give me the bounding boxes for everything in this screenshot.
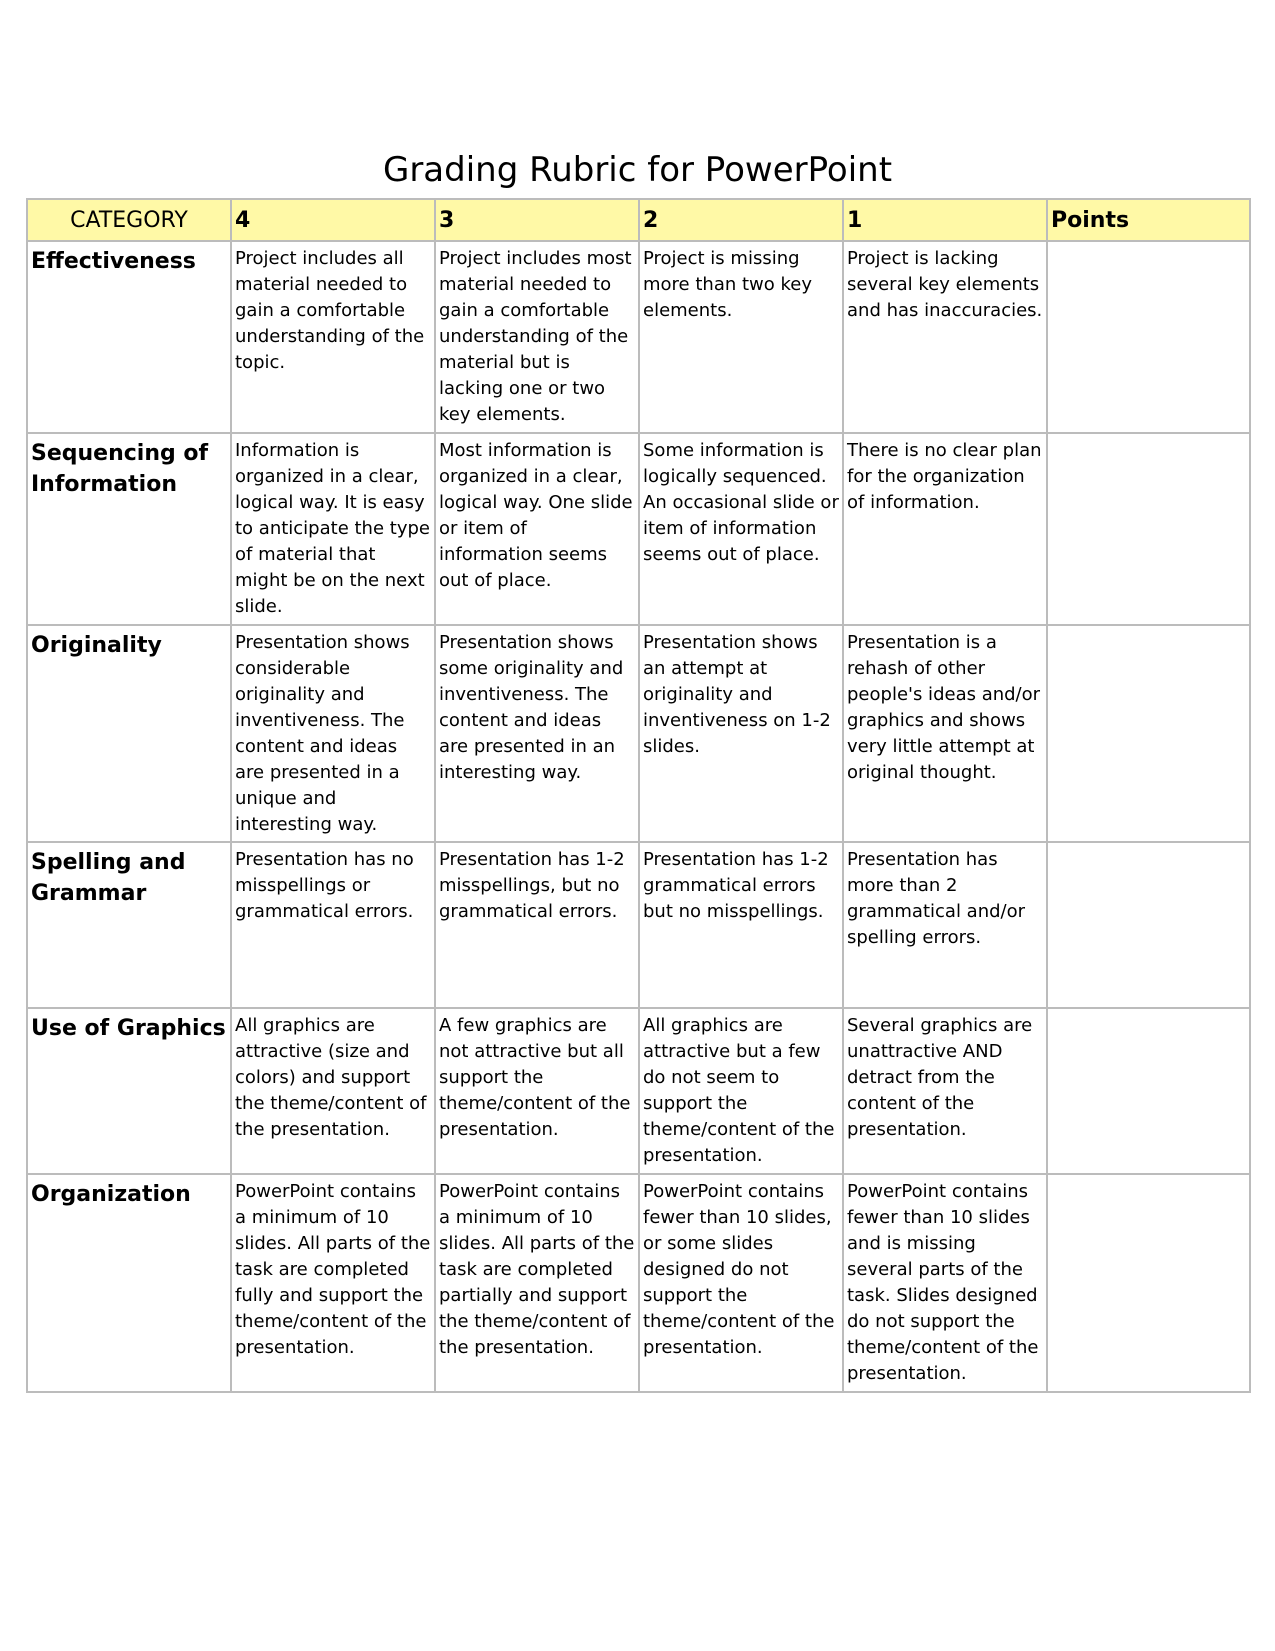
points-cell[interactable] <box>1047 241 1250 433</box>
header-category: CATEGORY <box>27 199 231 241</box>
score-4-description: PowerPoint contains a minimum of 10 slides. All parts of the task are completed fully and support the theme/content of the presentation. <box>231 1174 435 1392</box>
points-cell[interactable] <box>1047 625 1250 842</box>
score-3-description: Most information is organized in a clear, logical way. One slide or item of information seems out of place. <box>435 433 639 625</box>
header-row <box>27 199 1250 241</box>
score-2-description: Project is missing more than two key elements. <box>639 241 843 433</box>
score-2-description: Some information is logically sequenced. An occasional slide or item of information seems out of place. <box>639 433 843 625</box>
score-2-description: All graphics are attractive but a few do not seem to support the theme/content of the presentation. <box>639 1008 843 1174</box>
row-category: Originality <box>27 625 231 842</box>
score-2-description: Presentation has 1-2 grammatical errors but no misspellings. <box>639 842 843 1008</box>
table-row <box>27 1008 1250 1174</box>
score-4-description: Presentation has no misspellings or grammatical errors. <box>231 842 435 1008</box>
score-1-description: Project is lacking several key elements and has inaccuracies. <box>843 241 1047 433</box>
score-2-description: Presentation shows an attempt at originality and inventiveness on 1-2 slides. <box>639 625 843 842</box>
score-1-description: Presentation has more than 2 grammatical and/or spelling errors. <box>843 842 1047 1008</box>
points-cell[interactable] <box>1047 1008 1250 1174</box>
score-2-description: PowerPoint contains fewer than 10 slides, or some slides designed do not support the theme/content of the presentation. <box>639 1174 843 1392</box>
score-4-description: Information is organized in a clear, logical way. It is easy to anticipate the type of material that might be on the next slide. <box>231 433 435 625</box>
score-1-description: Several graphics are unattractive AND detract from the content of the presentation. <box>843 1008 1047 1174</box>
header-points: Points <box>1047 199 1250 241</box>
points-cell[interactable] <box>1047 842 1250 1008</box>
rubric-table <box>26 198 1251 1393</box>
score-1-description: Presentation is a rehash of other people's ideas and/or graphics and shows very little attempt at original thought. <box>843 625 1047 842</box>
score-3-description: Presentation has 1-2 misspellings, but no grammatical errors. <box>435 842 639 1008</box>
row-category: Spelling and Grammar <box>27 842 231 1008</box>
score-1-description: PowerPoint contains fewer than 10 slides and is missing several parts of the task. Slides designed do not support the theme/content of the presentation. <box>843 1174 1047 1392</box>
score-4-description: Project includes all material needed to gain a comfortable understanding of the topic. <box>231 241 435 433</box>
row-category: Organization <box>27 1174 231 1392</box>
score-4-description: All graphics are attractive (size and colors) and support the theme/content of the presentation. <box>231 1008 435 1174</box>
points-cell[interactable] <box>1047 433 1250 625</box>
header-score-4: 4 <box>231 199 435 241</box>
page-title: Grading Rubric for PowerPoint <box>382 150 893 190</box>
table-row <box>27 625 1250 842</box>
score-3-description: Project includes most material needed to gain a comfortable understanding of the material but is lacking one or two key elements. <box>435 241 639 433</box>
row-category: Sequencing of Information <box>27 433 231 625</box>
score-3-description: Presentation shows some originality and inventiveness. The content and ideas are presented in an interesting way. <box>435 625 639 842</box>
score-1-description: There is no clear plan for the organization of information. <box>843 433 1047 625</box>
header-score-2: 2 <box>639 199 843 241</box>
header-score-3: 3 <box>435 199 639 241</box>
points-cell[interactable] <box>1047 1174 1250 1392</box>
score-3-description: A few graphics are not attractive but all support the theme/content of the presentation. <box>435 1008 639 1174</box>
score-4-description: Presentation shows considerable originality and inventiveness. The content and ideas are presented in a unique and interesting way. <box>231 625 435 842</box>
table-row <box>27 1174 1250 1392</box>
table-row <box>27 241 1250 433</box>
table-row <box>27 433 1250 625</box>
row-category: Effectiveness <box>27 241 231 433</box>
score-3-description: PowerPoint contains a minimum of 10 slides. All parts of the task are completed partially and support the theme/content of the presentation. <box>435 1174 639 1392</box>
row-category: Use of Graphics <box>27 1008 231 1174</box>
header-score-1: 1 <box>843 199 1047 241</box>
table-row <box>27 842 1250 1008</box>
